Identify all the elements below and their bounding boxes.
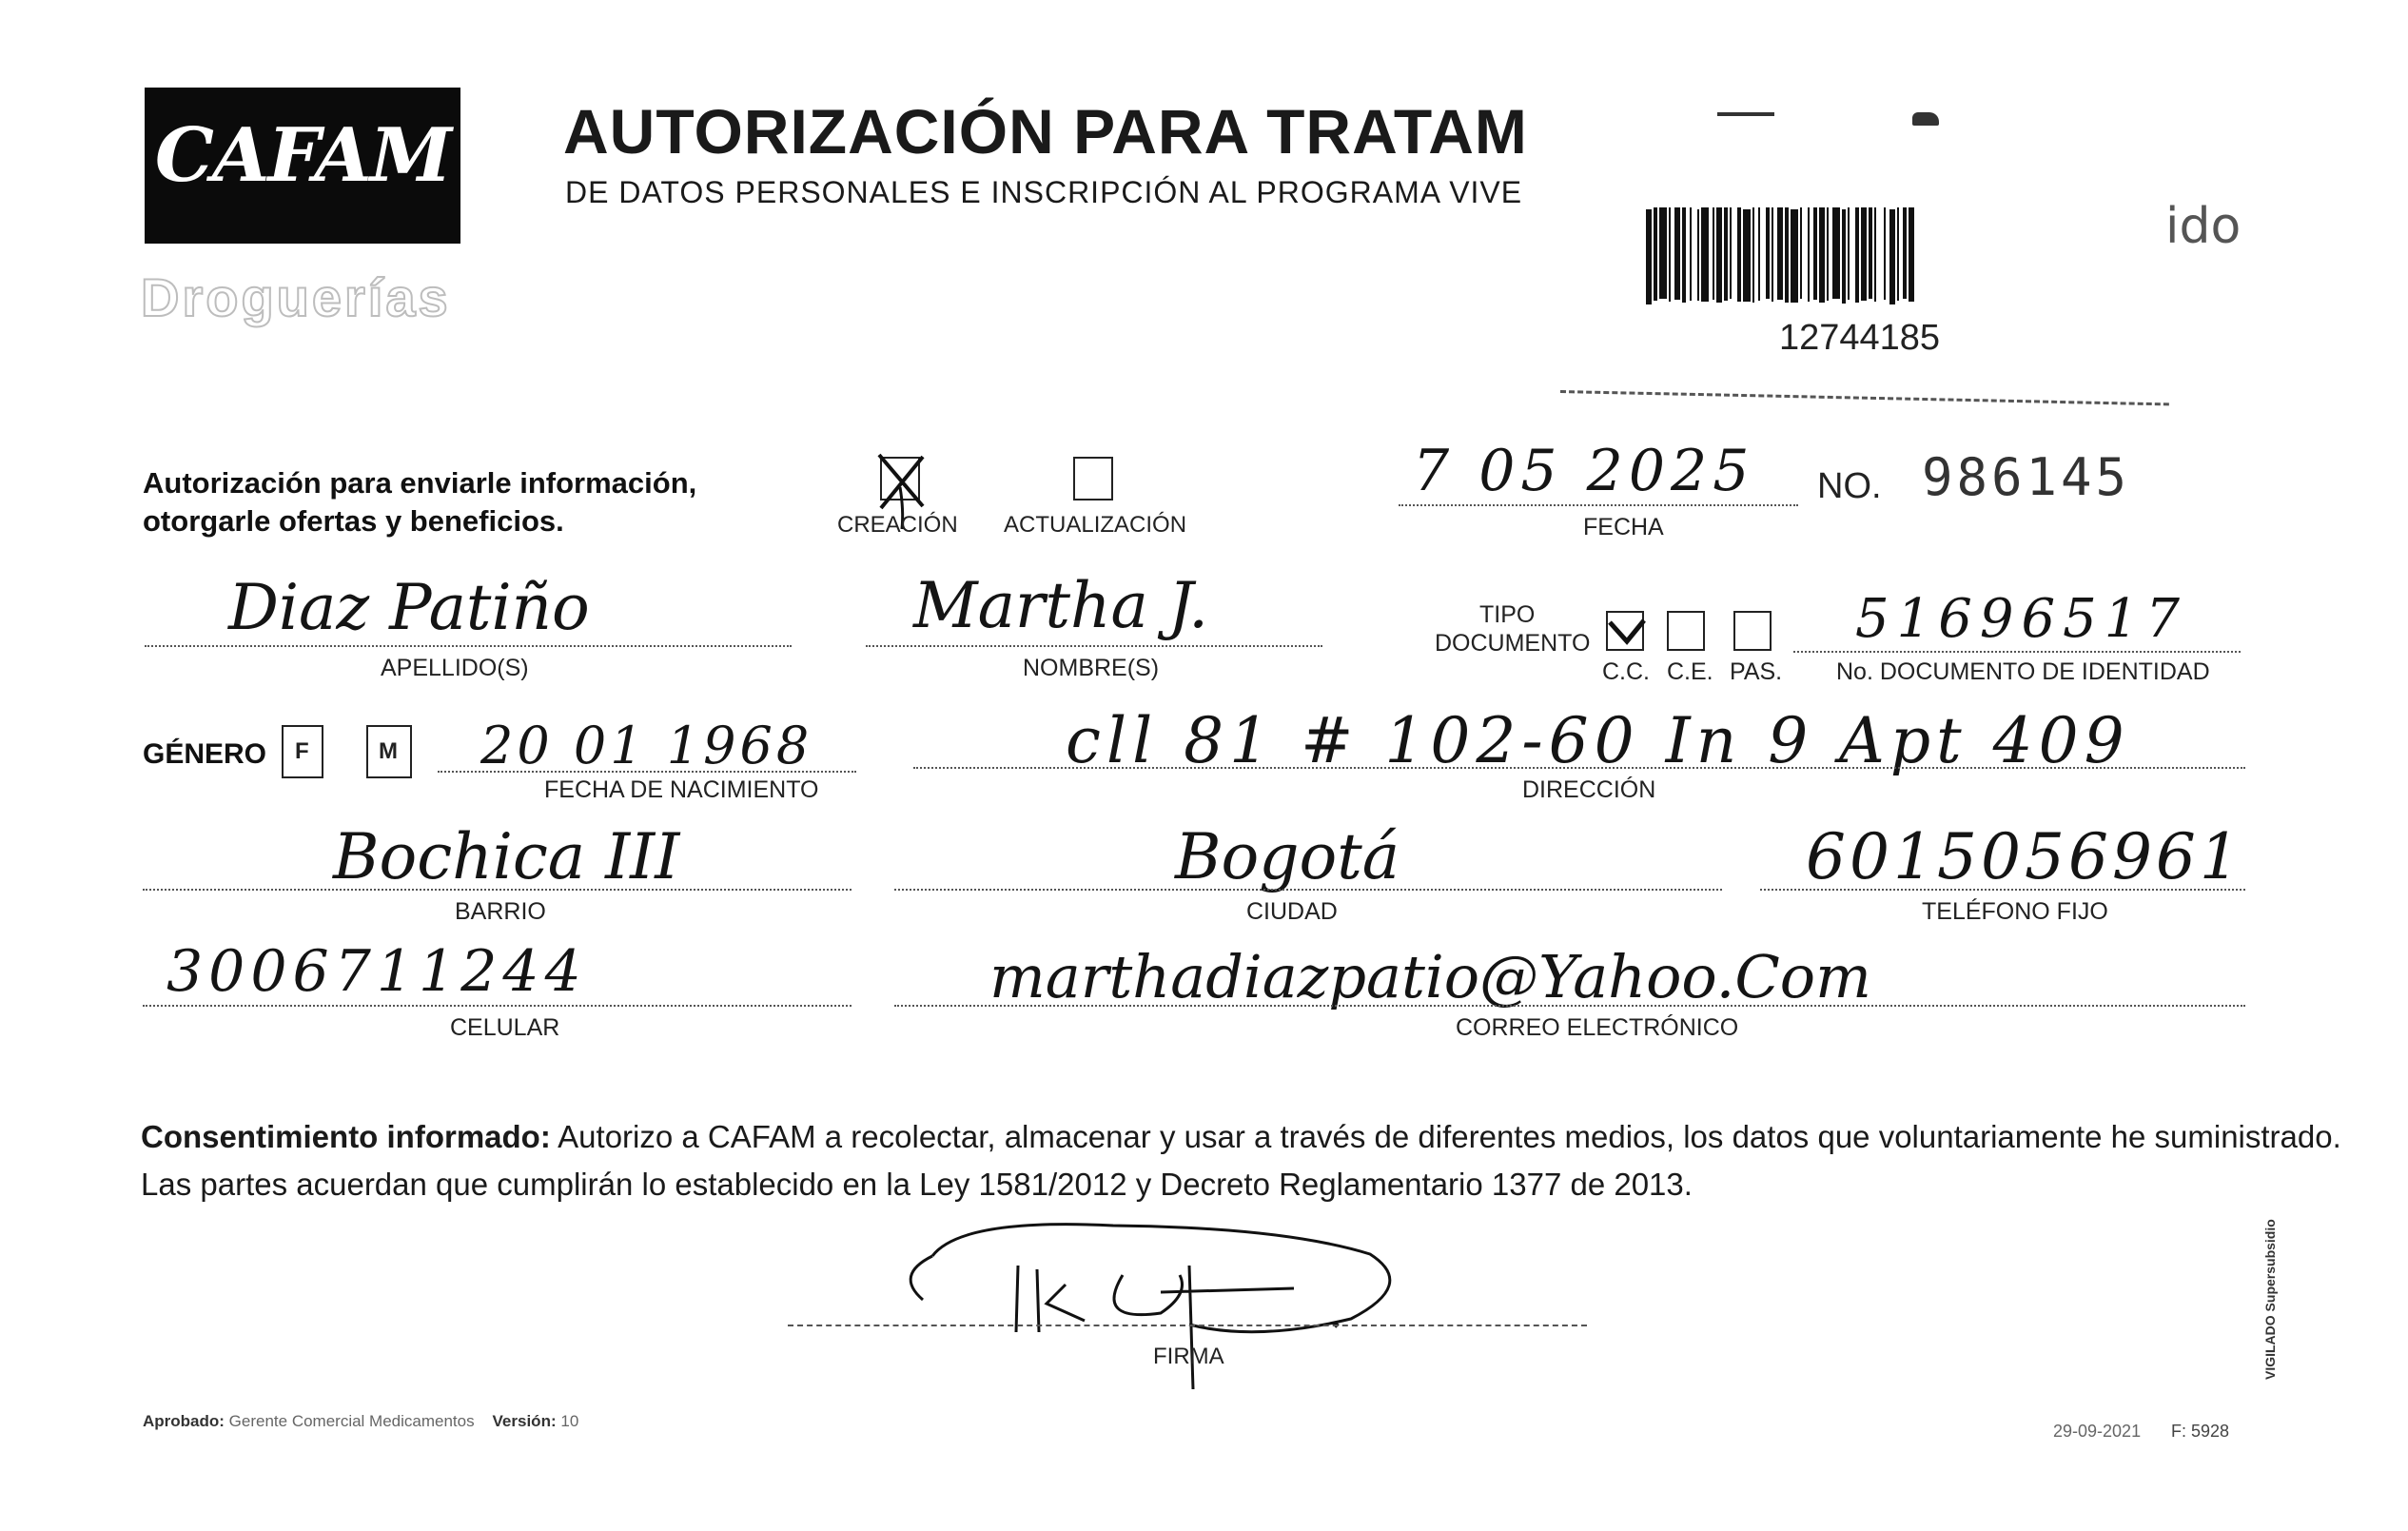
barcode-bar [1758,207,1760,301]
direccion-line [913,767,2245,769]
genero-m-label: M [379,738,398,764]
genero-f-label: F [295,738,309,764]
correo-value: marthadiazpatio@Yahoo.Com [989,942,1871,1011]
intro-line-2: otorgarle ofertas y beneficios. [143,504,564,538]
ciudad-value: Bogotá [1175,820,1400,893]
ciudad-label: CIUDAD [1246,898,1338,925]
barcode-bar [1752,207,1754,303]
direccion-value: cll 81 # 102-60 In 9 Apt 409 [1066,704,2130,777]
barrio-label: BARRIO [455,898,546,925]
version-label: Versión: [492,1412,557,1430]
barcode-bar [1669,207,1671,302]
barcode-bar [1842,209,1846,304]
barcode-bar [1861,207,1867,301]
documento-line [1793,651,2241,653]
ce-checkbox[interactable] [1667,611,1705,651]
nombres-value: Martha J. [913,569,1209,642]
footer-date: 29-09-2021 [2053,1422,2142,1441]
footer-code: F: 5928 [2171,1422,2230,1441]
barcode-bar [1832,207,1840,299]
version-value: 10 [560,1412,579,1430]
correo-label: CORREO ELECTRÓNICO [1456,1014,1739,1041]
telefono-value: 6015056961 [1806,820,2243,893]
barcode [1646,204,2026,310]
direccion-label: DIRECCIÓN [1522,776,1656,803]
pas-label: PAS. [1730,658,1783,685]
celular-value: 3006711244 [166,938,587,1005]
barcode-bar [1791,209,1798,303]
logo-text: CAFAM [154,112,451,199]
page-subtitle: DE DATOS PERSONALES E INSCRIPCIÓN AL PROGRAMA VIVE [565,175,1523,209]
barcode-bar [1682,207,1686,303]
firma-label: FIRMA [1153,1344,1224,1369]
barrio-line [143,889,852,891]
intro-line-1: Autorización para enviarle información, [143,466,697,500]
consent-text [141,1119,2341,1155]
correo-line [894,1005,2245,1007]
firma-line [788,1325,1587,1326]
barcode-bar [1800,207,1802,299]
tipo-documento-label-2: DOCUMENTO [1435,630,1591,657]
aprobado-value: Gerente Comercial Medicamentos [228,1412,475,1430]
cafam-logo [145,88,460,244]
barcode-bar [1827,207,1829,301]
apellidos-value: Diaz Patiño [228,571,590,644]
consent-heading: Consentimiento informado: [141,1119,551,1154]
barcode-bar [1909,207,1914,302]
barcode-bar [1874,207,1876,302]
tipo-documento-label-1: TIPO [1479,601,1536,628]
barcode-bar [1766,207,1770,299]
aprobado-label: Aprobado: [143,1412,225,1430]
cc-check-mark [1606,609,1652,653]
barcode-bar [1646,209,1652,304]
fecha-value: 7 05 2025 [1413,438,1755,504]
barcode-bar [1903,207,1907,299]
barcode-bar [1897,207,1899,301]
barcode-bar [1730,207,1732,299]
fecha-label: FECHA [1583,514,1664,540]
barcode-bar [1743,209,1751,302]
barcode-bar [1884,207,1886,300]
creacion-label: CREACIÓN [837,512,958,538]
cc-label: C.C. [1602,658,1650,685]
actualizacion-label: ACTUALIZACIÓN [1004,512,1187,538]
numero-value: 986145 [1922,447,2131,507]
pas-checkbox[interactable] [1733,611,1772,651]
barcode-bar [1716,207,1722,303]
telefono-line [1760,889,2245,891]
barcode-bar [1713,207,1714,300]
nacimiento-label: FECHA DE NACIMIENTO [544,776,819,803]
celular-line [143,1005,852,1007]
barcode-bar [1659,207,1667,299]
barcode-bar [1785,207,1789,303]
barrio-value: Bochica III [333,820,680,893]
barcode-bar [1690,207,1692,301]
consent-body-2: Las partes acuerdan que cumplirán lo establecido en la Ley 1581/2012 y Decreto Reglamentario 1377 de 2013. [141,1167,1693,1202]
apellidos-label: APELLIDO(S) [381,655,529,681]
barcode-bar [1848,207,1850,300]
scan-mark [1717,112,1774,116]
barcode-bar [1777,207,1783,300]
barcode-bar [1772,207,1773,302]
numero-label: NO. [1817,466,1882,506]
barcode-bar [1701,207,1709,302]
barcode-bar [1674,207,1680,300]
barcode-bar [1869,207,1872,299]
celular-label: CELULAR [450,1014,560,1041]
nacimiento-line [438,771,856,773]
genero-label: GÉNERO [143,738,267,770]
barcode-bar [1813,207,1817,300]
barcode-bar [1855,207,1859,303]
page-title: AUTORIZACIÓN PARA TRATAM [563,96,1528,167]
footer-approval [143,1412,578,1431]
barcode-bar [1724,207,1728,301]
telefono-label: TELÉFONO FIJO [1922,898,2108,925]
signature-drawing [875,1208,1484,1399]
vigilado-vertical: VIGILADO Supersubsidio [2262,1219,2278,1380]
barcode-bar [1697,209,1699,301]
barcode-bar [1819,207,1825,303]
barcode-bar [1889,209,1895,304]
barcode-bar [1654,207,1657,301]
barcode-number: 12744185 [1779,318,1941,358]
barcode-bar [1737,207,1741,302]
documento-value: 51696517 [1855,588,2188,650]
actualizacion-checkbox[interactable] [1073,457,1113,501]
fecha-line [1399,504,1798,506]
consent-body-1: Autorizo a CAFAM a recolectar, almacenar y usar a través de diferentes medios, los datos que voluntariamente he suministrado. [550,1119,2341,1154]
ciudad-line [894,889,1722,891]
barcode-bar [1808,207,1810,302]
dashed-divider [1560,390,2169,405]
logo-subtitle: Droguerías [141,267,451,327]
nombres-label: NOMBRE(S) [1023,655,1160,681]
documento-label: No. DOCUMENTO DE IDENTIDAD [1836,658,2210,685]
nacimiento-value: 20 01 1968 [480,716,813,775]
scan-mark [1912,112,1939,126]
apellidos-line [145,645,792,647]
nombres-line [866,645,1322,647]
margin-text: ido [2165,198,2242,255]
ce-label: C.E. [1667,658,1713,685]
